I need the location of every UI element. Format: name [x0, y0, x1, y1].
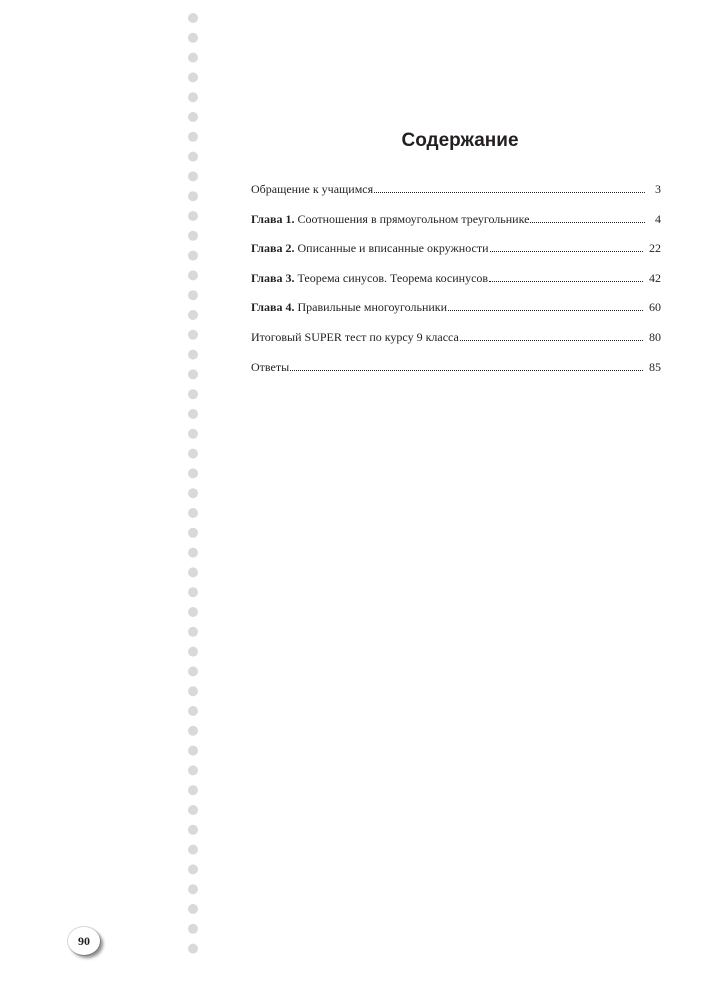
toc-entry-chapter-1[interactable] — [251, 212, 661, 242]
binding-hole — [188, 944, 198, 954]
toc-dot-leader — [490, 242, 643, 252]
binding-hole — [188, 389, 198, 399]
binding-hole — [188, 171, 198, 181]
toc-entry-prefix: Глава 1. — [251, 211, 295, 226]
toc-entry-label — [251, 300, 447, 314]
binding-hole — [188, 567, 198, 577]
toc-entry-title: Теорема синусов. Теорема косинусов — [294, 270, 489, 285]
toc-entry-page: 85 — [649, 359, 661, 374]
toc-entry-final-test[interactable] — [251, 330, 661, 360]
toc-entry-label — [251, 212, 529, 226]
toc-entry-title: Итоговый SUPER тест по курсу 9 класса — [251, 329, 459, 344]
toc-entry-chapter-4[interactable] — [251, 300, 661, 330]
binding-hole — [188, 904, 198, 914]
toc-entry-chapter-3[interactable] — [251, 271, 661, 301]
toc-dot-leader — [530, 213, 645, 223]
binding-hole — [188, 746, 198, 756]
binding-hole — [188, 647, 198, 657]
binding-hole — [188, 132, 198, 142]
page-number: 90 — [78, 933, 90, 948]
toc-entry-title: Соотношения в прямоугольном треугольнике — [294, 211, 530, 226]
binding-hole — [188, 845, 198, 855]
binding-hole — [188, 231, 198, 241]
toc-entry-page: 60 — [649, 300, 661, 315]
toc-entry-label — [251, 271, 488, 285]
toc-entry-title: Обращение к учащимся — [251, 182, 374, 196]
toc-list — [251, 182, 661, 389]
binding-hole — [188, 310, 198, 320]
binding-hole — [188, 825, 198, 835]
binding-hole — [188, 449, 198, 459]
toc-entry-title: Правильные многоугольники — [294, 300, 448, 315]
binding-hole — [188, 429, 198, 439]
binding-hole — [188, 765, 198, 775]
toc-entry-answers[interactable] — [251, 360, 661, 390]
binding-hole — [188, 785, 198, 795]
toc-entry-page: 80 — [649, 329, 661, 344]
binding-hole — [188, 251, 198, 261]
toc-entry-chapter-2[interactable] — [251, 241, 661, 271]
toc-entry-prefix: Глава 4. — [251, 300, 295, 315]
binding-hole — [188, 686, 198, 696]
binding-hole — [188, 152, 198, 162]
binding-hole — [188, 13, 198, 23]
binding-hole — [188, 112, 198, 122]
binding-hole — [188, 548, 198, 558]
table-of-contents-page — [251, 130, 661, 389]
toc-entry-label — [251, 330, 459, 344]
binding-hole — [188, 706, 198, 716]
binding-hole — [188, 211, 198, 221]
binding-hole — [188, 528, 198, 538]
toc-dot-leader — [460, 331, 643, 341]
spiral-binding — [187, 8, 199, 958]
toc-entry-prefix: Глава 2. — [251, 241, 295, 256]
binding-hole — [188, 409, 198, 419]
binding-hole — [188, 468, 198, 478]
binding-hole — [188, 805, 198, 815]
binding-hole — [188, 330, 198, 340]
binding-hole — [188, 607, 198, 617]
binding-hole — [188, 587, 198, 597]
toc-entry-page: 42 — [649, 270, 661, 285]
binding-hole — [188, 884, 198, 894]
binding-hole — [188, 53, 198, 63]
binding-hole — [188, 666, 198, 676]
toc-entry-title: Описанные и вписанные окружности — [294, 241, 489, 256]
page-number-badge — [68, 927, 100, 955]
binding-hole — [188, 924, 198, 934]
toc-dot-leader — [448, 301, 643, 311]
toc-entry-label — [251, 182, 373, 196]
binding-hole — [188, 72, 198, 82]
binding-holes — [187, 8, 199, 958]
toc-entry-page: 3 — [655, 182, 661, 196]
toc-dot-leader — [290, 361, 643, 371]
toc-entry-label — [251, 360, 289, 374]
binding-hole — [188, 191, 198, 201]
toc-entry-page: 4 — [655, 211, 661, 226]
binding-hole — [188, 350, 198, 360]
binding-hole — [188, 290, 198, 300]
toc-entry-prefix: Глава 3. — [251, 270, 295, 285]
toc-dot-leader — [489, 272, 643, 282]
toc-entry-page: 22 — [649, 241, 661, 256]
binding-hole — [188, 864, 198, 874]
toc-entry-intro[interactable] — [251, 182, 661, 212]
binding-hole — [188, 627, 198, 637]
binding-hole — [188, 726, 198, 736]
toc-entry-label — [251, 241, 489, 255]
binding-hole — [188, 270, 198, 280]
binding-hole — [188, 508, 198, 518]
binding-hole — [188, 369, 198, 379]
binding-hole — [188, 33, 198, 43]
binding-hole — [188, 92, 198, 102]
toc-entry-title: Ответы — [251, 359, 290, 374]
binding-hole — [188, 488, 198, 498]
page-title: Содержание — [401, 130, 519, 151]
toc-dot-leader — [374, 183, 645, 193]
